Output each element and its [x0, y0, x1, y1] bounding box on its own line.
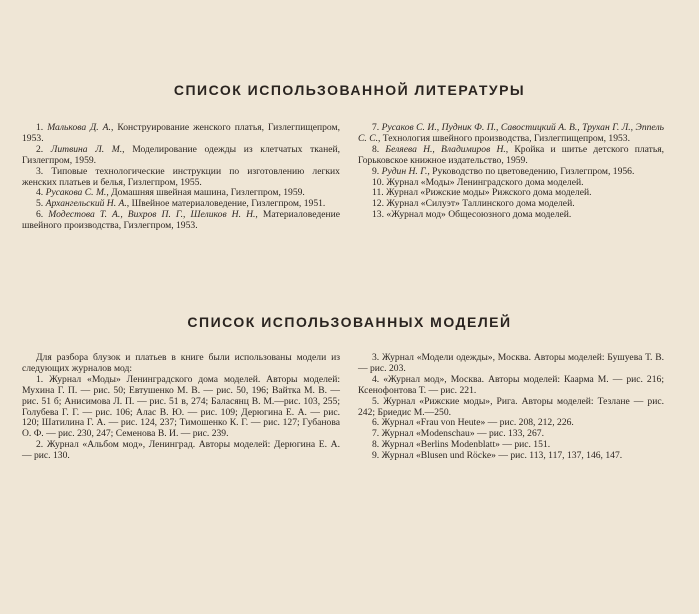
list-item: 1. Малькова Д. А., Конструирование женского платья, Гизлегпищепром, 1953.: [22, 122, 340, 144]
list-item: 6. Журнал «Frau von Heute» — рис. 208, 212, 226.: [372, 417, 574, 429]
literature-column-right: [358, 123, 664, 221]
list-item: 4. «Журнал мод», Москва. Авторы моделей: Каарма М. — рис. 216; Ксенофонтова Т. — рис. 221.: [358, 373, 664, 396]
list-item: 13. «Журнал мод» Общесоюзного дома моделей.: [372, 209, 572, 221]
list-item: 2. Литвина Л. М., Моделирование одежды из клетчатых тканей, Гизлегпром, 1959.: [22, 143, 340, 166]
list-item: 5. Журнал «Рижские моды», Рига. Авторы моделей: Тезлане — рис. 242; Бриедис М.—250.: [358, 395, 664, 418]
list-item: 1. Журнал «Моды» Ленинградского дома моделей. Авторы моделей: Мухина Г. П. — рис. 50; Евтушенко М. В. — рис. 50, 196; Вайтка М. В. — рис. 51 б; Анисимова Л. П. — рис. 51 в, 274; Баласянц В. М.—рис. 103, 255; Голубева Г. Г. — рис. 106; Алас В. Ю. — рис. 109; Дерюгина Е. А. — рис. 120; Шатилина Г. А. — рис. 124, 237; Тимошенко К. Г. — рис. 127; Губанова О. Ф. — рис. 230, 247; Семенова В. И. — рис. 239.: [22, 373, 340, 440]
literature-title: СПИСОК ИСПОЛЬЗОВАННОЙ ЛИТЕРАТУРЫ: [173, 82, 526, 98]
models-column-left: [22, 353, 340, 462]
list-item: 2. Журнал «Альбом мод», Ленинград. Авторы моделей: Дерюгина Е. А. — рис. 130.: [22, 439, 340, 462]
list-item: 4. Русакова С. М., Домашняя швейная машина, Гизлегпром, 1959.: [36, 187, 305, 199]
list-item: 10. Журнал «Моды» Ленинградского дома моделей.: [372, 176, 584, 188]
list-item: 3. Типовые технологические инструкции по изготовлению легких женских платьев и белья, Гизлегпром, 1955.: [22, 165, 340, 188]
list-item: 12. Журнал «Силуэт» Таллинского дома моделей.: [372, 198, 575, 210]
list-item: 9. Журнал «Blusen und Röcke» — рис. 113, 117, 137, 146, 147.: [372, 450, 623, 462]
models-title: СПИСОК ИСПОЛЬЗОВАННЫХ МОДЕЛЕЙ: [187, 314, 512, 330]
list-item: 3. Журнал «Модели одежды», Москва. Авторы моделей: Бушуева Т. В. — рис. 203.: [358, 352, 664, 374]
list-item: 6. Модестова Т. А., Вихров П. Г., Шеликов Н. Н., Материаловедение швейного производства, Гизлегпром, 1953.: [22, 209, 340, 232]
models-column-right: [358, 353, 664, 462]
list-item: 5. Архангельский Н. А., Швейное материаловедение, Гизлегпром, 1951.: [36, 198, 326, 210]
literature-column-left: [22, 123, 340, 232]
list-item: 8. Беляева Н., Владимиров Н., Кройка и шитье детского платья, Горьковское книжное издательство, 1959.: [358, 143, 665, 166]
list-item: 7. Журнал «Modenschau» — рис. 133, 267.: [372, 428, 544, 440]
list-item: 11. Журнал «Рижские моды» Рижского дома моделей.: [372, 187, 592, 199]
list-item: 7. Русаков С. И., Пудник Ф. П., Савостицкий А. В., Трухан Г. Л., Эппель С. С., Технология швейного производства, Гизлегпищепром, 1953.: [358, 122, 664, 144]
list-item: 9. Рудин Н. Г., Руководство по цветоведению, Гизлегпром, 1956.: [372, 165, 635, 177]
list-item: 8. Журнал «Berlins Modenblatt» — рис. 151.: [372, 439, 551, 451]
models-intro: Для разбора блузок и платьев в книге были использованы модели из следующих журналов мод:: [22, 352, 340, 374]
